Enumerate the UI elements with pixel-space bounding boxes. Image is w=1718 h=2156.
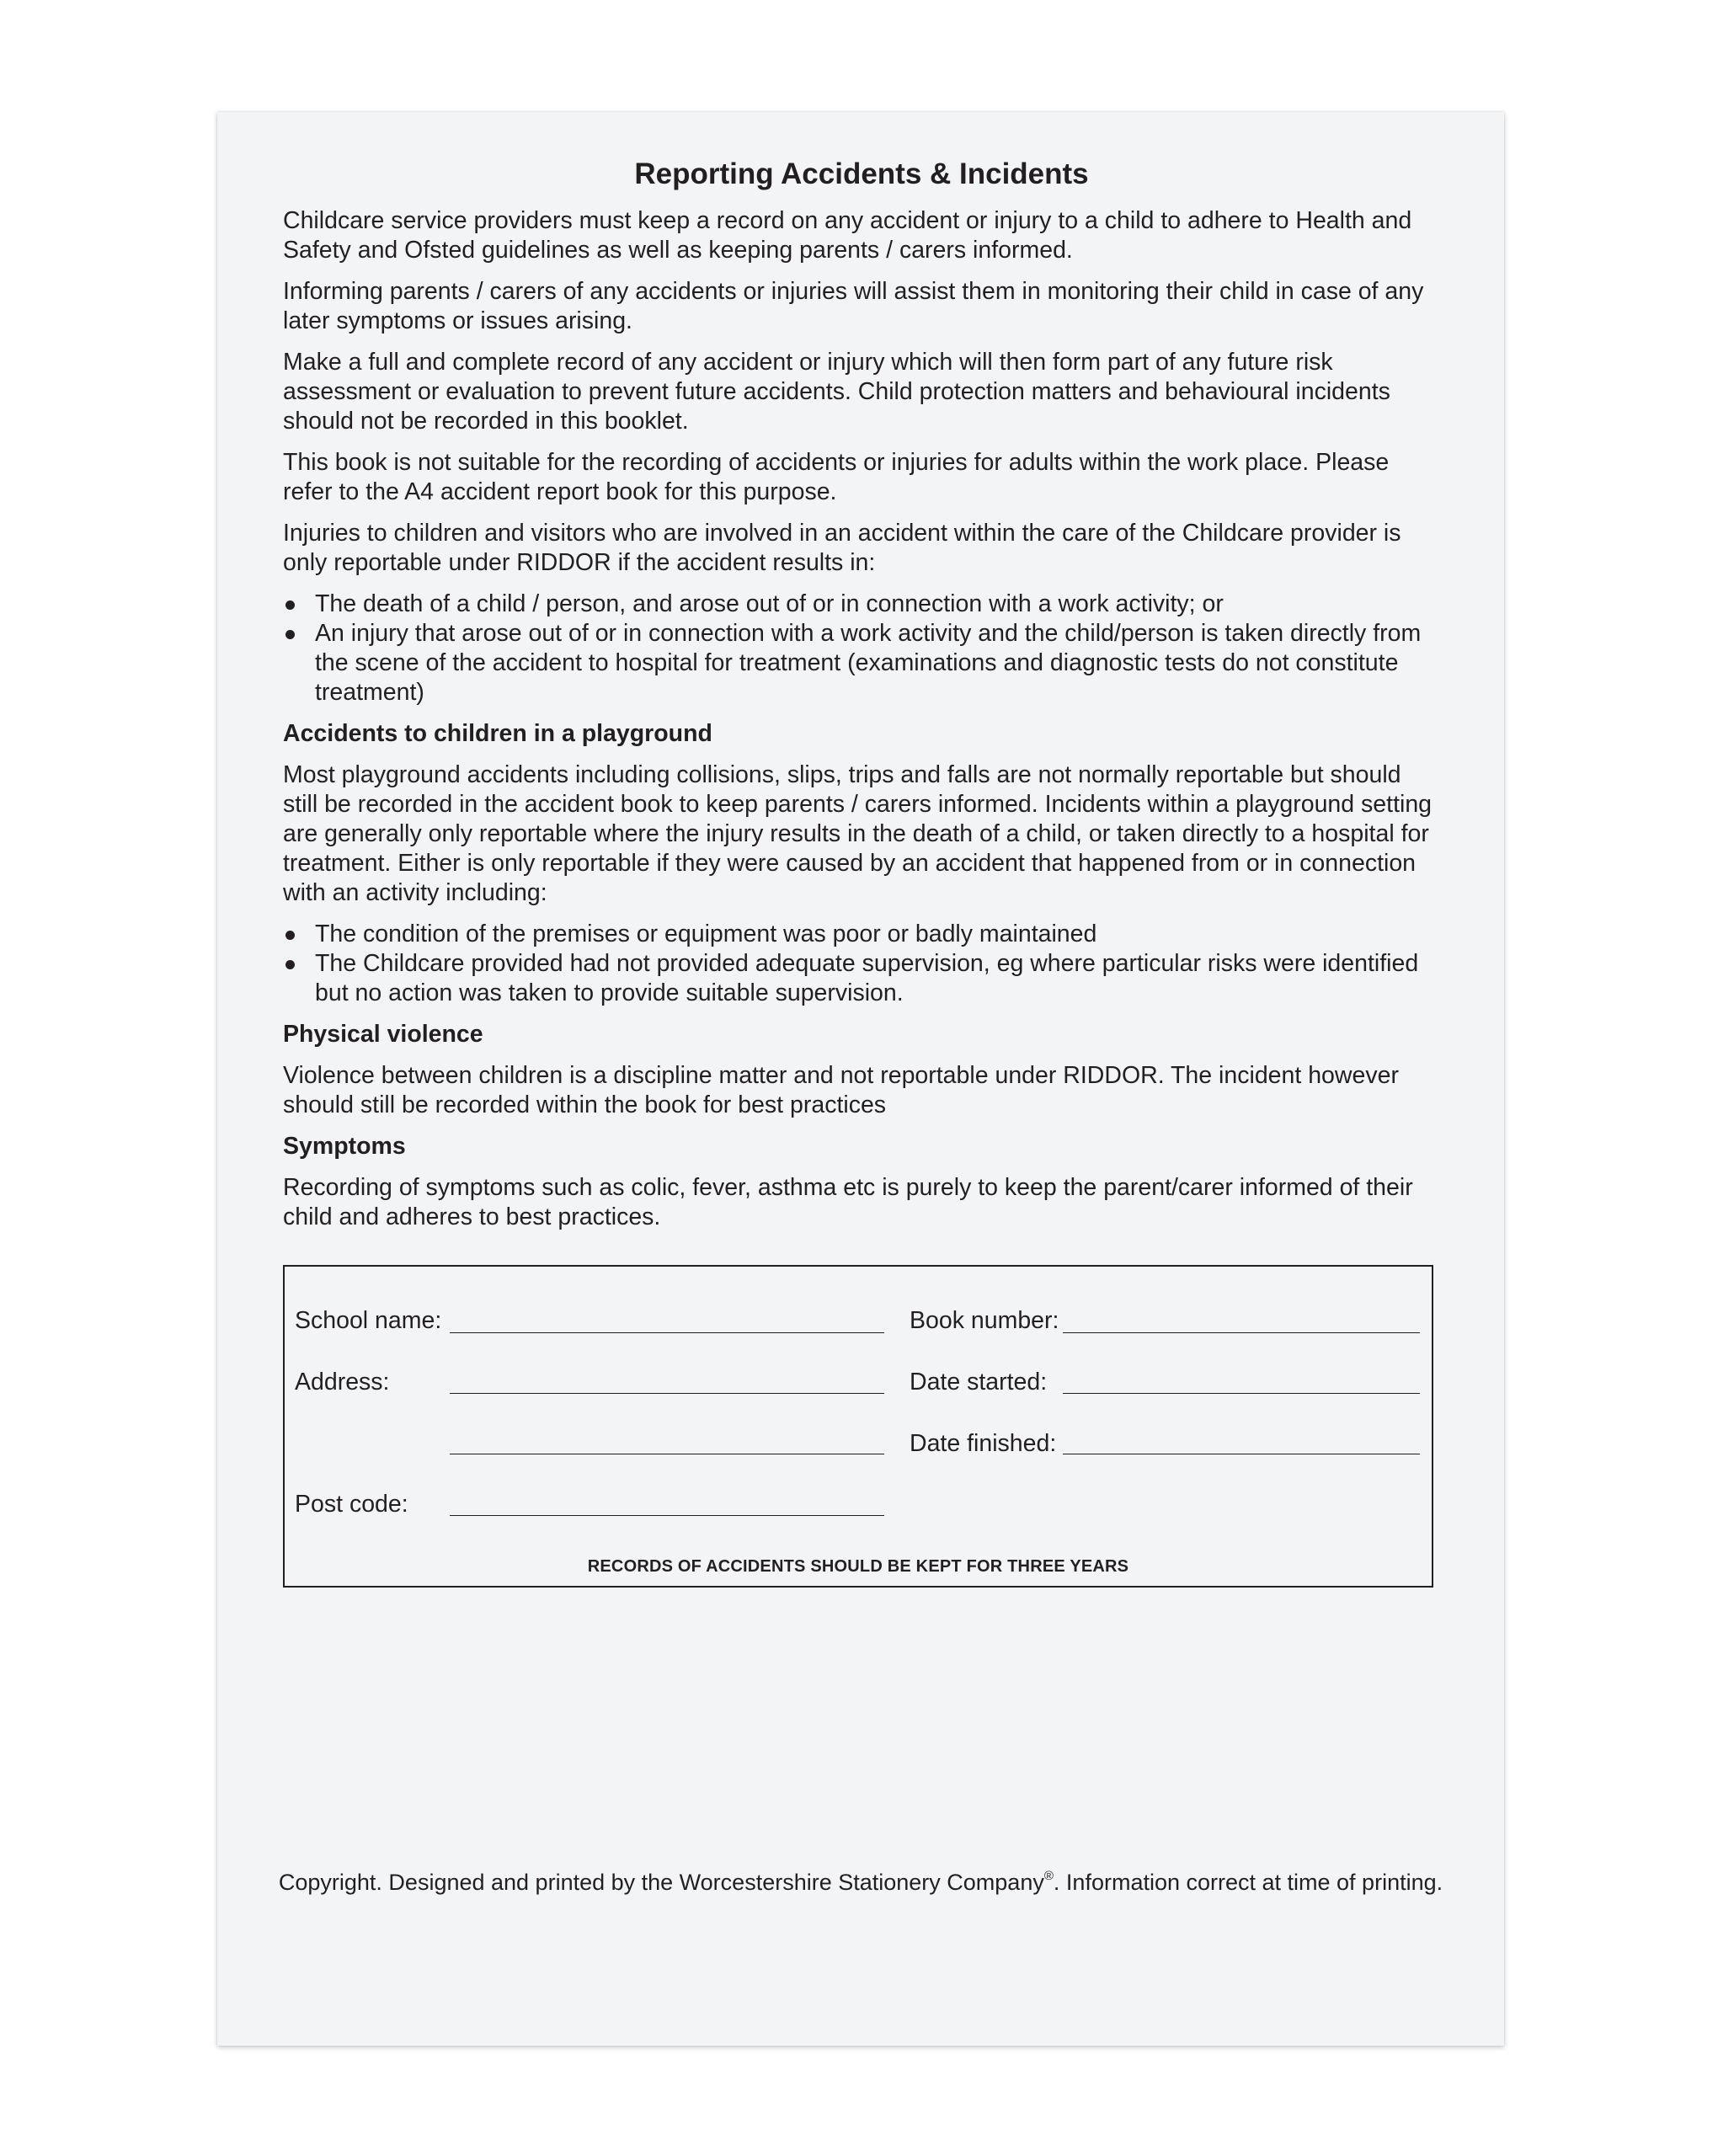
footer-text: Copyright. Designed and printed by the Worcestershire Stationery Company	[278, 1870, 1044, 1895]
page-title: Reporting Accidents & Incidents	[634, 157, 1089, 190]
date-finished-label: Date finished:	[910, 1430, 1057, 1457]
list-item	[283, 590, 1437, 619]
book-number-label: Book number:	[910, 1307, 1059, 1334]
address-label: Address:	[295, 1369, 390, 1396]
post-code-field[interactable]	[450, 1515, 884, 1516]
book-details-form	[283, 1265, 1433, 1588]
list-item-text: The condition of the premises or equipment was poor or badly maintained	[315, 921, 1097, 947]
intro-paragraph-5: Injuries to children and visitors who are involved in an accident within the care of the Childcare provider is only reportable under RIDDOR if the accident results in:	[283, 520, 1401, 576]
bullet-icon	[285, 600, 295, 610]
playground-paragraph: Most playground accidents including collisions, slips, trips and falls are not normally reportable but should still be recorded in the accident book to keep parents / carers informed. Incidents within a playground setting are generally only reportable where the injury results in the death of a child, or taken directly to a hospital for treatment. Either is only reportable if they were caused by an accident that happened from or in connection with an activity including:	[283, 761, 1433, 906]
list-item	[283, 920, 1437, 949]
violence-paragraph: Violence between children is a discipline matter and not reportable under RIDDOR. The incident however should still be recorded within the book for best practices	[283, 1062, 1399, 1118]
copyright-footer	[217, 1868, 1504, 1897]
list-item-text: An injury that arose out of or in connection with a work activity and the child/person is taken directly from the scene of the accident to hospital for treatment (examinations and diagnostic tests do not constitute treatment)	[315, 620, 1422, 706]
intro-paragraph-2: Informing parents / carers of any accidents or injuries will assist them in monitoring their child in case of any later symptoms or issues arising.	[283, 278, 1424, 334]
address-field-line-1[interactable]	[450, 1393, 884, 1394]
post-code-label: Post code:	[295, 1491, 408, 1518]
footer-text-end: . Information correct at time of printing.	[1053, 1870, 1443, 1895]
list-item-text: The Childcare provided had not provided adequate supervision, eg where particular risks were identified but no action was taken to provide suitable supervision.	[315, 950, 1419, 1006]
playground-list	[283, 920, 1437, 1008]
intro-paragraph-1: Childcare service providers must keep a record on any accident or injury to a child to adhere to Health and Safety and Ofsted guidelines as well as keeping parents / carers informed.	[283, 207, 1412, 264]
list-item	[283, 619, 1437, 707]
list-item-text: The death of a child / person, and arose out of or in connection with a work activity; or	[315, 590, 1224, 617]
document-body	[283, 154, 1437, 1244]
bullet-icon	[285, 931, 295, 940]
intro-paragraph-4: This book is not suitable for the recording of accidents or injuries for adults within the work place. Please refer to the A4 accident report book for this purpose.	[283, 449, 1390, 505]
retention-note: RECORDS OF ACCIDENTS SHOULD BE KEPT FOR THREE YEARS	[587, 1557, 1129, 1576]
date-started-field[interactable]	[1063, 1393, 1420, 1394]
school-name-field[interactable]	[450, 1332, 884, 1333]
riddor-list	[283, 590, 1437, 707]
playground-heading: Accidents to children in a playground	[283, 720, 712, 747]
symptoms-paragraph: Recording of symptoms such as colic, fever, asthma etc is purely to keep the parent/carer informed of their child and adheres to best practices.	[283, 1174, 1413, 1230]
school-name-label: School name:	[295, 1307, 442, 1334]
book-number-field[interactable]	[1063, 1332, 1420, 1333]
list-item	[283, 949, 1437, 1008]
intro-paragraph-3: Make a full and complete record of any accident or injury which will then form part of any future risk assessment or evaluation to prevent future accidents. Child protection matters and behavioural incidents should not be recorded in this booklet.	[283, 349, 1390, 435]
bullet-icon	[285, 960, 295, 969]
registered-mark: ®	[1043, 1869, 1054, 1883]
date-started-label: Date started:	[910, 1369, 1048, 1396]
bullet-icon	[285, 630, 295, 639]
symptoms-heading: Symptoms	[283, 1133, 406, 1160]
document-page	[217, 112, 1504, 2046]
violence-heading: Physical violence	[283, 1021, 483, 1048]
